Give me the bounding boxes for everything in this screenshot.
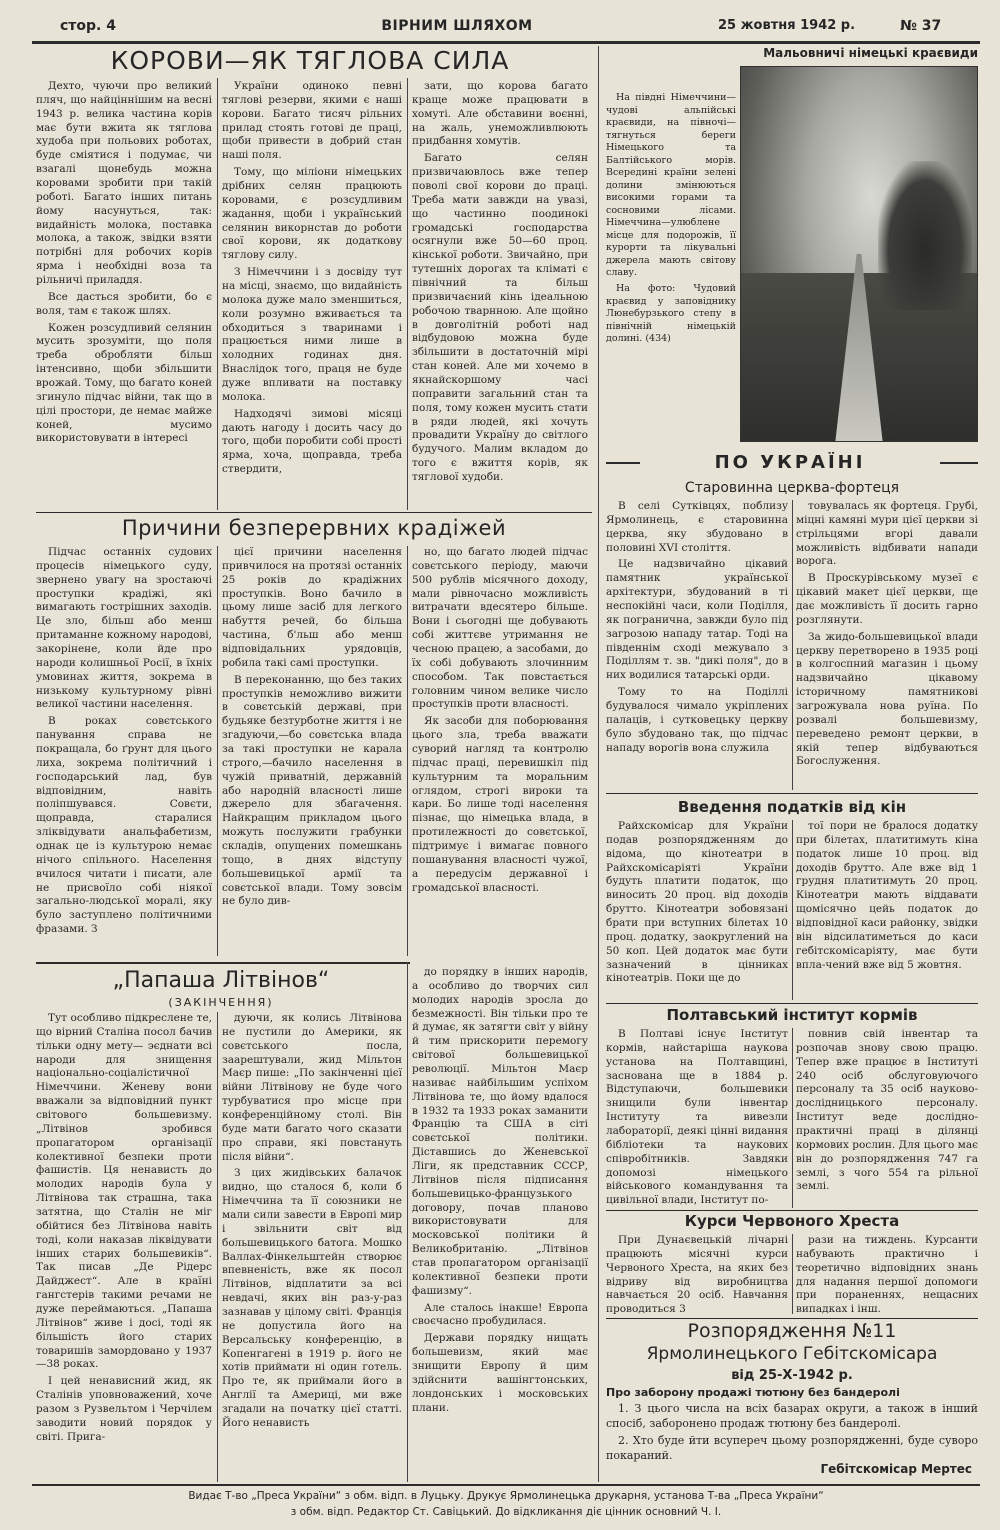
masthead-rule xyxy=(32,41,980,44)
paragraph: За жидо-большевицької влади церкву перетворено в 1935 році в колгоспний магазин і цьому надзвичайно цікавому історичному памятникові загрожувала нова руїна. По розвалі большевизму, переведено ремонт церкви, в якій тепер відбуваються Богослуження. xyxy=(796,630,978,768)
paragraph: зати, що корова багато краще може працювати в хомуті. Але обставини воєнні, на жаль, унеможливлюють придбання хомутів. xyxy=(412,80,588,148)
paragraph: Тут особливо підкреслене те, що вірний Сталіна посол бачив тільки одну мету— эєднати всі народи для знищення національно-соціалістичної Німеччини. Женеву вони вважали за відповідний пункт світового большевизму. „Літвінов зробився пропагатором організації колективної безпеки проти фашистів. Ця ненависть до молодих народів була у Літвінова так страшна, така затятна, що Сталін не міг обійтися без Літвінова навіть тоді, коли наказав ліквідувати інших старих большевиків“. Так писав „Де Рідерс Дайджест“. Але в країні гангстерів такими речами не дуже переймаються. „Папаша Літвінов“ живе і досі, тоді як більшість його старих товаришів замордовано у 1937—38 роках. xyxy=(36,1012,212,1371)
paragraph: Кожен розсудливий селянин мусить зрозуміти, що поля треба обробляти більш інтенсивно, щоби збільшити врожай. Тому, що багато коней згинуло підчас війни, так що в цілі простори, де немає майже коней, мусимо використовувати в інтересі xyxy=(36,321,212,445)
paragraph: В селі Сутківцях, поблизу Ярмолинець, є старовинна церква, яку збудовано в половині XVI століття. xyxy=(606,500,788,554)
papasha-headline: „Папаша Літвінов“ xyxy=(112,968,330,993)
order-signature: Гебітскомісар Мертес xyxy=(820,1462,972,1476)
paragraph: но, що багато людей підчас совєтського періоду, маючи 500 рублів місячного доходу, мали рівночасно можливість витрачати вдесятеро більше. Вони і сьогодні ще добувають собі життєве утримання не чесною працею, а засобами, до їх собі добувають злочинним способом. Так повстається головним чином велике число проступків проти власності. xyxy=(412,546,588,711)
paragraph: України одиноко певні тяглові резерви, якими є наші корови. Багато тисяч рільних прилад стоять готові де праці, щоби привести в добрий стан наші поля. xyxy=(222,80,402,162)
caption-text: На півдні Німеччини—чудові альпійські краєвиди, на півночі— тягнуться береги Німецького та Балтійського морів. Всередині країни зелені долини змінюються високими горами та сосновими лісами. Німеччина—улюблене місце для подорожів, її курорти та лікувальні джерела мають світову славу. xyxy=(606,92,736,279)
order-date: від 25-Х-1942 р. xyxy=(731,1368,853,1383)
issue-number: № 37 xyxy=(900,18,942,34)
thefts-col-1 xyxy=(36,546,212,956)
section-rule xyxy=(606,1003,978,1004)
order-body xyxy=(606,1402,978,1462)
masthead xyxy=(32,14,972,40)
section-rule xyxy=(606,1318,978,1319)
paragraph: Райхскомісар для України подав розпорядженням до відома, що кінотеатри в Райхскомісаріяті України будуть платити податок, що виносить 20 проц. від доходів брутто. Кінотеатри зобовязані брати при вступних білетах 10 проц. додатку, заокруглений на 50 коп. Цей додаток має бути зазначений в цінниках кінотеатрів. Поки ще до xyxy=(606,820,788,985)
church-headline: Старовинна церква-фортеця xyxy=(684,480,900,496)
paragraph: до порядку в інших народів, а особливо до творчих сил молодих народів зросла до безмежності. Він тільки про те й думає, як затягти світ у війну й тим прискорити перемогу світової большевицької революції. Мільтон Маєр називає найбільшим успіхом Літвінова те, що йому вдалося в 1932 та 1933 роках заманити Францію та США в сіті совєтської політики. Діставшись до Женевської Ліги, як представник СССР, Літвінов після підписання большевицько-французького договору, почав планово використовувати для московської політики й Великобританію. „Літвінов став пропагатором організації колективної безпеки проти фашизму“. xyxy=(412,966,588,1297)
paragraph: Тому то на Поділлі будувалося чимало укріплених палаців, і сутковецьку церкву було збудовано так, що підчас нападу ворогів вона служила xyxy=(606,686,788,754)
landscape-photo xyxy=(740,66,978,442)
cinema-headline: Введення податків від кін xyxy=(677,798,907,816)
paragraph: Багато селян призвичаювлось вже тепер поволі свої корови до праці. Треба мати завжди на увазі, що частинно поодинокі громадські господарства осягнули вже 50—60 проц. кінської роботи. Звичайно, при тутешніх дорогах та кліматі є північний та більш призвичаєний кінь ідеальною робочою тварнною. Але щойно в довголітній роботі над відбудовою можна буде збільшити в достаточній мірі стан коней. Але ми хочемо в якнайскоршому часі поправити загальний стан та поля, тому кожен мусить стати в ряди людей, які хочуть провадити Україну до світлого будучого. Малим вкладом до того є вжиття корів, як тяглової худоби. xyxy=(412,152,588,484)
paragraph: тої пори не бралося додатку при білетах, платитимуть кіна податок лише 10 проц. від доходів брутто. Але вже від 1 грудня платитимуть 20 проц. Кінотеатри мають віддавати щомісячно цейь податок до відповідної каси районку, звідки він відсилатиметься до каси гебітскомісаріяту, має бути впла-чений вже від 5 жовтня. xyxy=(796,820,978,971)
papasha-col-1 xyxy=(36,1012,212,1482)
order-heading: Про заборону продажі тютюну без бандеролі xyxy=(606,1386,900,1399)
paragraph: Це надзвичайно цікавий памятник української архітектури, збудований в ті неспокійні часи, коли Поділля, як погранична, завжди було під загрозою нападу татар. Тоді на південнім сході межувало з Поділлям т. зв. "дикі поля", до в них водилися татарські орди. xyxy=(606,558,788,682)
column-divider xyxy=(217,78,218,510)
papasha-col-2 xyxy=(222,1012,402,1482)
paragraph: При Дунаєвецькій лічарні працюють місячні курси Червоного Хреста, на яких без відриву від виробництва навчається 20 осіб. Навчання проводиться 3 xyxy=(606,1234,788,1314)
footer-rule xyxy=(32,1484,980,1486)
paragraph: цієї причини населення привчилося на протязі останніх 25 років до крадіжних проступків. Воно бачило в цьому лише засіб для легкого набуття речей, бо більша частина, б'льш або менш відповідальних урядовців, робила такі самі проступки. xyxy=(222,546,402,669)
paragraph: Як засоби для поборювання цього зла, треба вважати суворий нагляд та контролю підчас праці, перевишкіл під культурним та моральним оглядом, строгі вироки та кари. Бо лише тоді населення пізнає, що німецька влада, в протилежності до совєтської, підтримує і вимагає повного пошанування власності чужої, а передусім державної і громадської власності. xyxy=(412,715,588,894)
section-rule xyxy=(606,793,978,794)
paragraph: Держави порядку нищать большевизм, який має знищити Европу й цим здійснити вашінгтонських, лондонських і московських плани. xyxy=(412,1332,588,1414)
institute-col-2 xyxy=(796,1028,978,1208)
redcross-col-1 xyxy=(606,1234,788,1314)
thefts-col-3 xyxy=(412,546,588,956)
column-divider xyxy=(407,546,408,956)
paragraph: Але сталось інакше! Европа своєчасно пробудилася. xyxy=(412,1301,588,1328)
cinema-col-1 xyxy=(606,820,788,1000)
redcross-col-2 xyxy=(796,1234,978,1314)
column-divider xyxy=(217,1012,218,1482)
paragraph: рази на тиждень. Курсанти набувають практично і теоретично відповідних знань для надання першої допомоги при пораненнях, нещасних випадках і інш. xyxy=(796,1234,978,1314)
footer-line-1: Видає Т-во „Преса України“ з обм. відп. в Луцьку. Друкує Ярмолинецька друкарня, установа Т-ва „Преса України“ xyxy=(188,1490,824,1502)
section-rule xyxy=(36,962,410,964)
column-divider xyxy=(407,78,408,510)
thefts-headline: Причини безперервних крадіжей xyxy=(121,516,507,540)
column-divider xyxy=(792,500,793,790)
paragraph: В Проскурівському музеї є цікавий макет цієї церкви, ще дає можливість її досить гарно розглянути. xyxy=(796,572,978,626)
institute-headline: Полтавський інститут кормів xyxy=(666,1006,918,1024)
column-divider xyxy=(792,1234,793,1314)
cows-headline: КОРОВИ—ЯК ТЯГЛОВА СИЛА xyxy=(110,46,510,75)
cows-col-1 xyxy=(36,80,212,510)
paragraph: В Полтаві існує Інститут кормів, найстаріша наукова установа на Полтавщині, заснована ще в 1884 р. Відступаючи, большевики знищили були інвентар Інституту та вивезли лабораторії, деякі цінні видання бібліотеки та наукових співробітників. Завдяки допомозі німецького військового командування та цивільної влади, Інститут по- xyxy=(606,1028,788,1207)
column-divider xyxy=(217,546,218,956)
paragraph: Все дасться зробити, бо є воля, там є також шлях. xyxy=(36,290,212,317)
thefts-col-2 xyxy=(222,546,402,956)
paragraph: Підчас останніх судових процесів німецького суду, звернено увагу на зростаючі проступки крадіжі, які вимагають гострішних заходів. Це зло, більш або менш притаманне кожному народові, закорінене, коли йде про народи колишньої Росії, в їхніх умовинах життя, зокрема в низькому культурному рівні великої частини населення. xyxy=(36,546,212,711)
paragraph: Тому, що міліони німецьких дрібних селян працюють коровами, є розсудливим жадання, щоби і український селянин викорнстав до роботи свої корови, як додаткову тяглову силу. xyxy=(222,166,402,262)
church-col-1 xyxy=(606,500,788,790)
cows-col-2 xyxy=(222,80,402,510)
section-rule xyxy=(36,512,592,513)
paragraph: Надходячі зимові місяці дають нагоду і досить часу до того, щоби поробити собі прості ярма, хоча, щоправда, треба ствердити, xyxy=(222,407,402,476)
ukraine-section-header: ПО УКРАЇНІ xyxy=(640,452,940,473)
column-divider xyxy=(792,1028,793,1208)
paragraph: дуючи, як колись Літвінова не пустили до Америки, як совєтського посла, заарештували, жид Мільтон Маєр пише: „По закінченні цієї війни Літвінову не буде чого турбуватися про місце при конференційному столі. Він буде мати багато чого сказати про справи, які повстануть після війни“. xyxy=(222,1012,402,1163)
paragraph: товувалась як фортеця. Грубі, міцні камяні мури цієї церкви зі стрільцями вгорі давали можливість відбивати напади ворога. xyxy=(796,500,978,568)
order-title: Розпорядження №11 xyxy=(687,1320,897,1342)
photo-caption xyxy=(606,92,736,432)
page-number: стор. 4 xyxy=(60,18,116,34)
paragraph: З Німеччини і з досвіду тут на місці, знаємо, що видайність молока дуже мало зменшиться, коли розумно вживається та обходиться з тваринами і працюється ними лише в холодних годинах дня. Внаслідок того, праця не буде дуже впливати на поставку молока. xyxy=(222,266,402,403)
photo-trees xyxy=(878,161,972,311)
section-divider xyxy=(598,46,599,1482)
cinema-col-2 xyxy=(796,820,978,1000)
cows-col-3 xyxy=(412,80,588,510)
papasha-col-3 xyxy=(412,966,588,1482)
newspaper-title: ВІРНИМ ШЛЯХОМ xyxy=(381,18,533,34)
paragraph: В роках совєтського панування справа не покращала, бо ґрунт для цього лиха, зокрема політичний і господарський лад, був відповідним, навіть поліпшувався. Совєти, щоправда, старалися зліквідувати анальфабетизм, однак це із культурою немає нічого спільного. Населення вчилося читати і писати, але не присвоїло собі ніякої загально-людської моралі, яку було заступлено політичними фразами. З xyxy=(36,715,212,936)
redcross-headline: Курси Червоного Хреста xyxy=(684,1212,900,1230)
paragraph: З цих жидівських балачок видно, що сталося б, коли б Німеччина та її союзники не мали сили завести в Европі мир і звільнити світ від большевицького батога. Мошко Валлах-Фінкельштейн створює впевненість, вже як посол Літвінов, відплатити за всі невдачі, яких він раз-у-раз зазнавав у цілому світі. Франція не допустила його на Версальську конференцію, в Копенгагені в 1919 р. його не хотів приймати ні один готель. Про те, як приймали його в Англії та Америці, ми вже згадали на початку цієї статті. Його ненависть xyxy=(222,1167,402,1429)
order-item: 2. Хто буде йти всупереч цьому розпорядженні, буде суворо покараний. xyxy=(606,1434,978,1462)
order-subtitle: Ярмолинецького Гебітскомісара xyxy=(646,1344,938,1364)
caption-text: На фото: Чудовий краєвид у заповіднику Люнебурзького степу в північній німецькій долині. (434) xyxy=(606,282,736,345)
column-divider xyxy=(407,962,408,1482)
church-col-2 xyxy=(796,500,978,790)
photo-header: Мальовничі німецькі краєвиди xyxy=(763,46,978,60)
column-divider xyxy=(792,820,793,1000)
papasha-subtitle: (ЗАКІНЧЕННЯ) xyxy=(168,996,274,1009)
paragraph: повнив свій інвентар та розпочав знову свою працю. Тепер вже працює в Інституті 240 осіб обслуговуючого персоналу та 35 осіб науково-дослідницького персоналу. Інститут веде дослідно-практичні праці в ділянці кормових рослин. Для цього має він до розпорядження 747 га землі, з чого 554 га рільної землі. xyxy=(796,1028,978,1193)
footer-line-2: з обм. відп. Редактор Ст. Савіцький. До відкликання діє цінник основний Ч. І. xyxy=(290,1506,722,1518)
paragraph: В переконанню, що без таких проступків неможливо вижити в совєтській державі, при будьяке безтурботне життя і не згадуючи,—бо совєтська влада за такі проступки не карала строго,—бачило населення в чужій приватній, державній або народній власності лише джерело для збагачення. Найкращим прикладом цього можуть послужити грабунки складів, опущених помешкань тощо, в днях відступу большевицької армії та совєтської влади. Тому зовсім не було див- xyxy=(222,673,402,908)
section-rule xyxy=(606,1210,978,1211)
paragraph: Дехто, чуючи про великий пляч, що найціннішим на весні 1943 р. велика частина корів має бути вжита як тяглова худоба при польових роботах, буде сміятися і подумає, чи взагалі щонебудь можна коровами зробити при такій роботі. Багато інших питань йому насунуться, так: видайність молока, поставка молока, а також, звідки взяти потрібні для робочих корів ярма і необхідні воза та рільничі приладдя. xyxy=(36,80,212,287)
paragraph: І цей ненависний жид, як Сталінів уповноважений, хоче разом з Рузвельтом і Черчілем заводити новий порядок у світі. Прига- xyxy=(36,1375,212,1443)
institute-col-1 xyxy=(606,1028,788,1208)
order-item: 1. З цього числа на всіх базарах округи, а також в інший спосіб, заборонено продаж тютюну без бандеролі. xyxy=(606,1402,978,1430)
issue-date: 25 жовтня 1942 р. xyxy=(718,18,856,33)
